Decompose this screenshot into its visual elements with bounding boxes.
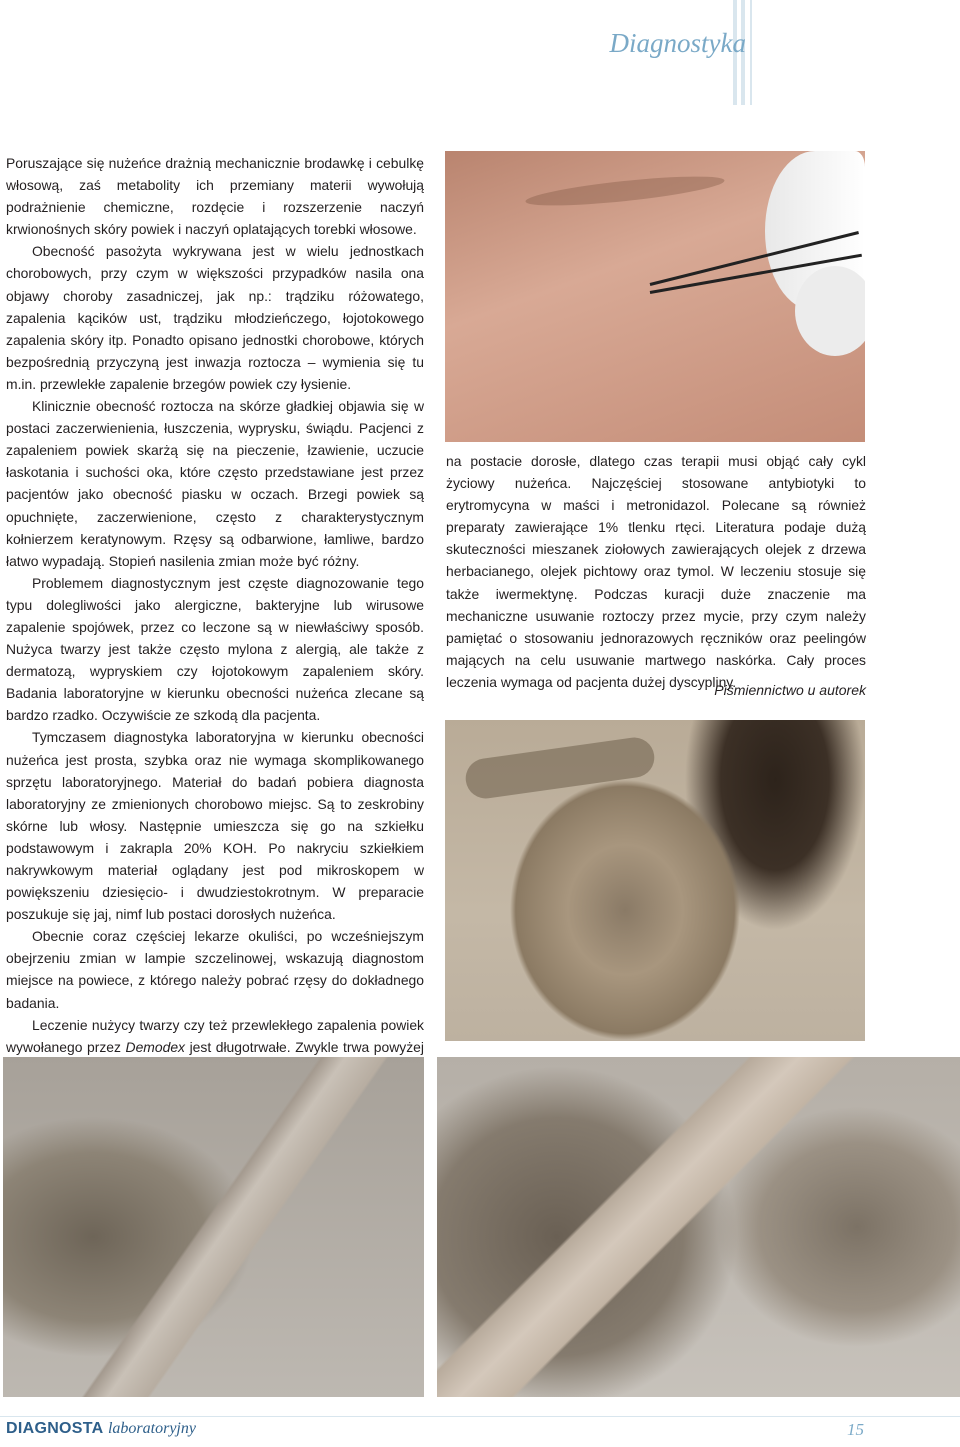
eyebrow-shape: [525, 171, 726, 212]
paragraph: Tymczasem diagnostyka laboratoryjna w kierunku obecności nużeńca jest prosta, szybka oraz nie wymaga skomplikowanego sprzętu laboratoryjnego. Materiał do badań pobiera diagnosta laboratoryjny ze zmienionych chorobowo miejsc. Są to zeskrobiny skórne lub włosy. Następnie umieszcza się go na szkiełku podstawowym i zakrapla 20% KOH. Po nakryciu szkiełkiem nakrywkowym materiał oglądany jest pod mikroskopem w powiększeniu dziesięcio- i dwudziestokrotnym. W preparacie poszukuje się jaj, nimf lub postaci dorosłych nużeńca.: [6, 729, 424, 923]
footer-divider: [0, 1416, 960, 1417]
gloved-finger: [795, 266, 865, 356]
paragraph: Poruszające się nużeńce drażnią mechanicznie brodawkę i cebulkę włosową, zaś metabolity ich przemiany materii wywołują podrażnienie chemiczne, rozdęcie i rozszerzenie naczyń krwionośnych skóry powiek i naczyń oplatających torebki włosowe.: [6, 155, 424, 238]
microscope-photo-eyelash-follicle: [445, 720, 865, 1041]
right-column: [446, 450, 866, 693]
text-run: Leczenie nużycy twarzy czy też przewlekłego zapalenia powiek wywołanego przez: [6, 1016, 424, 1055]
paragraph: na postacie dorosłe, dlatego czas terapii musi objąć cały cykl życiowy nużeńca. Najczęściej stosowane antybiotyki to erytromycyna w maści i metronidazol. Polecane są również preparaty zawierające 1% tlenku rtęci. Literatura podaje dużą skuteczności mieszanek ziołowych zawierających olejek z drzewa herbacianego, olejek pichtowy oraz tymol. W leczeniu stosuje się także iwermektynę. Podczas kuracji duże znaczenie ma mechaniczne usuwanie roztoczy przez mycie, przy czym należy pamiętać o stosowaniu jednorazowych ręczników oraz peelingów mających na celu usuwanie martwego naskórka. Cały proces leczenia wymaga od pacjenta dużej dyscypliny.: [446, 453, 866, 690]
microscope-photo-mites-right: [437, 1057, 960, 1397]
species-name: Demodex: [125, 1038, 185, 1055]
microscope-photo-mites-left: [3, 1057, 424, 1397]
brand-name: DIAGNOSTA: [6, 1420, 104, 1437]
section-title: Diagnostyka: [609, 28, 746, 58]
mite-shape: [463, 735, 657, 801]
page-number: 15: [847, 1420, 864, 1439]
eye-examination-photo: [445, 151, 865, 442]
brand-subtitle: laboratoryjny: [107, 1420, 196, 1437]
paragraph: Obecność pasożyta wykrywana jest w wielu jednostkach chorobowych, przy czym w większości przypadków nasila ona objawy choroby zasadniczej, jak np.: trądziku różowatego, zapalenia kącików ust, trądziku młodzieńczego, łojotokowego zapalenia skóry itp. Ponadto opisano jednostki chorobowe, których bezpośrednią przyczyną jest inwazja roztocza – wymienia się tu m.in. przewlekłe zapalenie brzegów powiek czy łysienie.: [6, 243, 424, 392]
references-note: Piśmiennictwo u autorek: [714, 682, 866, 698]
paragraph: Obecnie coraz częściej lekarze okuliści, po wcześniejszym obejrzeniu zmian w lampie szczelinowej, wskazują diagnostom miejsce na powiece, z którego należy pobrać rzęsy do dokładnego badania.: [6, 928, 424, 1011]
paragraph: Klinicznie obecność roztocza na skórze gładkiej objawia się w postaci zaczerwienienia, łuszczenia, wyprysku, świądu. Pacjenci z zapaleniem powiek skarżą się na pieczenie, łzawienie, uczucie łaskotania i suchości oka, które często przedstawiane jest przez pacjentów jako obecność piasku w oczach. Brzegi powiek są opuchnięte, zaczerwienione, często z charakterystycznym kołnierzem keratynowym. Rzęsy są odbarwione, łamliwe, bardzo łatwo wypadają. Stopień nasilenia zmian może być różny.: [6, 398, 424, 569]
header-decoration-panel: [750, 0, 960, 105]
paragraph: Problemem diagnostycznym jest częste diagnozowanie tego typu dolegliwości jako alergiczne, bakteryjne lub wirusowe zapalenie spojówek, przez co leczone są w niewłaściwy sposób. Nużyca twarzy jest także często mylona z alergią, ale także z dermatozą, wypryskiem czy łojotokowym zapaleniem skóry. Badania laboratoryjne w kierunku obecności nużeńca zlecane są bardzo rzadko. Oczywiście ze szkodą dla pacjenta.: [6, 574, 424, 724]
text-run: jest długotrwałe. Zwykle trwa powyżej: [189, 1038, 424, 1055]
header-band: [0, 0, 960, 105]
left-column: [6, 152, 424, 1080]
footer-brand: [6, 1420, 196, 1438]
